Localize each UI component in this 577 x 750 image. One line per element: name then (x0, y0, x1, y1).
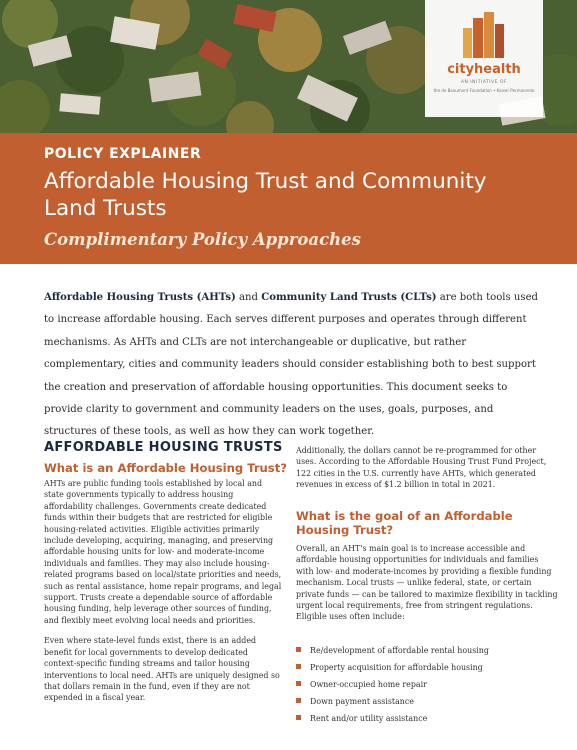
bullet-square-icon (296, 715, 301, 720)
page-title: Affordable Housing Trust and Community Land Trusts (44, 169, 487, 221)
bullet-square-icon (296, 664, 301, 669)
intro-paragraph (44, 287, 544, 444)
bullet-square-icon (296, 698, 301, 703)
paragraph-goal: Overall, an AHT's main goal is to increase accessible and affordable housing opportunities for individuals and families with low- and moderate-incomes by providing a flexible funding mechanism. Local trusts — unlike federal, state, or certain private funds — can be tailored to maximize flexibility in tackling urgent local requirements, free from stringent regulations. Eligible uses often include: (296, 544, 558, 622)
bullet-square-icon (296, 681, 301, 686)
logo-tagline: AN INITIATIVE OF (460, 80, 508, 85)
intro-and: and (235, 292, 262, 303)
eyebrow-label: POLICY EXPLAINER (44, 146, 202, 162)
bullet-square-icon (296, 647, 301, 652)
list-item: Down payment assistance (296, 696, 556, 707)
page-subtitle: Complimentary Policy Approaches (44, 230, 361, 249)
list-item: Re/development of affordable rental housing (296, 645, 556, 656)
hero-photo (0, 0, 577, 133)
question-what-is: What is an Affordable Housing Trust? (44, 461, 287, 475)
paragraph-definition: AHTs are public funding tools established by local and state governments typically to address housing affordability challenges. Governments create dedicated funds within their budgets that are restricted for eligible housing-related activities. Eligible activities primarily include developing, acquiring, managing, and preserving affordable housing units for low- and moderate-income individuals and families. They may also include housing-related programs based on local/state priorities and needs, such as rental assistance, home repair programs, and legal support. Trusts create a dependable source of affordable housing funding, help leverage other sources of funding, and flexibly meet evolving local needs and priorities. (44, 479, 282, 625)
intro-text: are both tools used to increase affordable housing. Each serves different purposes and operates through different mechanisms. As AHTs and CLTs are not interchangeable or duplicative, but rather complementary, cities and community leaders should consider establishing both to best support the creation and preservation of affordable housing opportunities. This document seeks to provide clarity to government and community leaders on the uses, goals, purposes, and structures of these tools, as well as how they can work together. (44, 292, 539, 438)
paragraph-local-benefit: Even where state-level funds exist, there is an added benefit for local governments to develop dedicated context-specific funding streams and tailor housing interventions to local need. AHTs are uniquely designed so that dollars remain in the fund, even if they are not expended in a fiscal year. (44, 636, 280, 703)
buildings-logo-icon (463, 12, 505, 58)
right-column-goal (296, 543, 558, 623)
list-item: Owner-occupied home repair (296, 679, 556, 690)
eligible-uses-list (296, 645, 556, 730)
list-item: Property acquisition for affordable housing (296, 662, 556, 673)
section-heading: AFFORDABLE HOUSING TRUSTS (44, 440, 283, 455)
logo-partners: the de Beaumont Foundation • Kaiser Permanente (433, 88, 535, 93)
question-goal: What is the goal of an Affordable Housing Trust? (296, 509, 513, 537)
right-column-top (296, 445, 558, 491)
cityhealth-logo (425, 0, 543, 117)
clt-term: Community Land Trusts (CLTs) (261, 292, 437, 303)
paragraph-additionally: Additionally, the dollars cannot be re-programmed for other uses. According to the Affordable Housing Trust Fund Project, 122 cities in the U.S. currently have AHTs, which generated revenues in excess of $1.2 billion in total in 2021. (296, 446, 547, 490)
list-item: Rent and/or utility assistance (296, 713, 556, 724)
aht-term: Affordable Housing Trusts (AHTs) (44, 292, 236, 303)
logo-brand: cityhealth (447, 62, 521, 77)
left-column (44, 478, 282, 704)
